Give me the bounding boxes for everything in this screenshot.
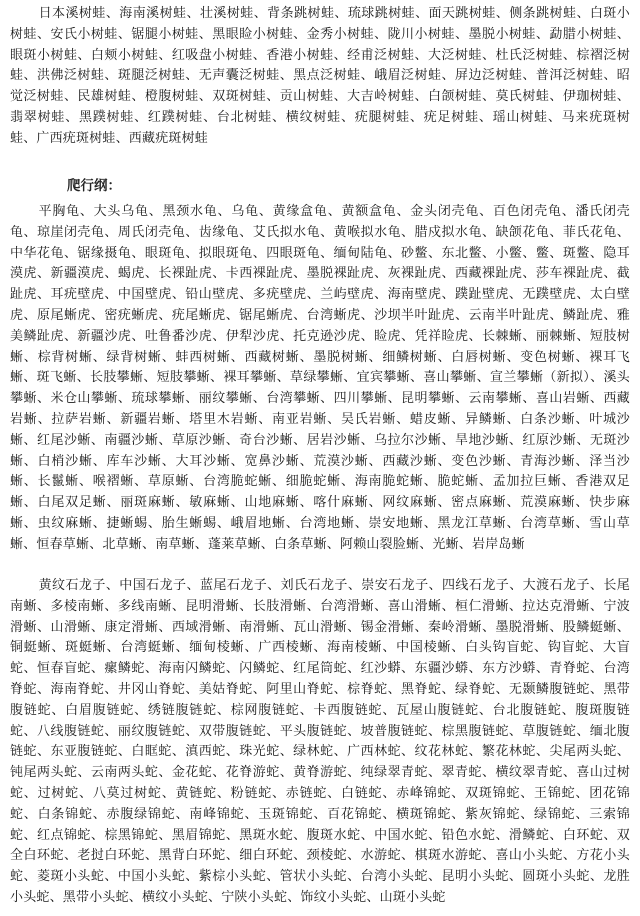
- skink-snake-species-paragraph: 黄纹石龙子、中国石龙子、蓝尾石龙子、刘氏石龙子、崇安石龙子、四线石龙子、大渡石龙子、长尾南蜥、多棱南蜥、多线南蜥、昆明滑蜥、长肢滑蜥、台湾滑蜥、喜山滑蜥、桓仁滑蜥、拉达克滑蜥、宁波滑蜥、山滑蜥、康定滑蜥、西域滑蜥、南滑蜥、瓦山滑蜥、锡金滑蜥、秦岭滑蜥、墨脱滑蜥、股鳞蜓蜥、铜蜓蜥、斑蜓蜥、台湾蜓蜥、缅甸棱蜥、广西棱蜥、海南棱蜥、中国棱蜥、白头钩盲蛇、钩盲蛇、大盲蛇、恒春盲蛇、瘰鳞蛇、海南闪鳞蛇、闪鳞蛇、红尾筒蛇、红沙蟒、东疆沙蟒、东方沙蟒、青脊蛇、台湾脊蛇、海南脊蛇、井冈山脊蛇、美姑脊蛇、阿里山脊蛇、棕脊蛇、黑脊蛇、绿脊蛇、无颞鳞腹链蛇、黑带腹链蛇、白眉腹链蛇、绣链腹链蛇、棕网腹链蛇、卡西腹链蛇、瓦屋山腹链蛇、台北腹链蛇、腹斑腹链蛇、八线腹链蛇、丽纹腹链蛇、双带腹链蛇、平头腹链蛇、坡普腹链蛇、棕黑腹链蛇、草腹链蛇、缅北腹链蛇、东亚腹链蛇、白眶蛇、滇西蛇、珠光蛇、绿林蛇、广西林蛇、纹花林蛇、繁花林蛇、尖尾两头蛇、钝尾两头蛇、云南两头蛇、金花蛇、花脊游蛇、黄脊游蛇、纯绿翠青蛇、翠青蛇、横纹翠青蛇、喜山过树蛇、过树蛇、八莫过树蛇、黄链蛇、粉链蛇、赤链蛇、白链蛇、赤峰锦蛇、双斑锦蛇、王锦蛇、团花锦蛇、白条锦蛇、赤腹绿锦蛇、南峰锦蛇、玉斑锦蛇、百花锦蛇、横斑锦蛇、紫灰锦蛇、绿锦蛇、三索锦蛇、红点锦蛇、棕黑锦蛇、黑眉锦蛇、黑斑水蛇、腹斑水蛇、中国水蛇、铅色水蛇、滑鳞蛇、白环蛇、双全白环蛇、老挝白环蛇、黑背白环蛇、细白环蛇、颈棱蛇、水游蛇、棋斑水游蛇、喜山小头蛇、方花小头蛇、菱斑小头蛇、中国小头蛇、紫棕小头蛇、管状小头蛇、台湾小头蛇、昆明小头蛇、圆斑小头蛇、龙胜小头蛇、黑带小头蛇、横纹小头蛇、宁陕小头蛇、饰纹小头蛇、山斑小头蛇: [10, 578, 630, 905]
- reptiles-heading: 爬行纲：: [67, 178, 121, 194]
- turtle-lizard-species-paragraph: 平胸龟、大头乌龟、黑颈水龟、乌龟、黄缘盒龟、黄额盒龟、金头闭壳龟、百色闭壳龟、潘氏闭壳龟、琼崖闭壳龟、周氏闭壳龟、齿缘龟、艾氏拟水龟、黄喉拟水龟、腊戍拟水龟、缺颌花龟、菲氏花龟、中华花龟、锯缘摄龟、眼斑龟、拟眼斑龟、四眼斑龟、缅甸陆龟、砂鳖、东北鳖、小鳖、鳖、斑鳖、隐耳漠虎、新疆漠虎、蝎虎、长裸趾虎、卡西裸趾虎、墨脱裸趾虎、灰裸趾虎、西藏裸趾虎、莎车裸趾虎、截趾虎、耳疣壁虎、中国壁虎、铅山壁虎、多疣壁虎、兰屿壁虎、海南壁虎、蹼趾壁虎、无蹼壁虎、太白壁虎、原尾蜥虎、密疣蜥虎、疣尾蜥虎、锯尾蜥虎、台湾蜥虎、沙坝半叶趾虎、云南半叶趾虎、鳞趾虎、雅美鳞趾虎、新疆沙虎、吐鲁番沙虎、伊犁沙虎、托克逊沙虎、睑虎、凭祥睑虎、长棘蜥、丽棘蜥、短肢树蜥、棕背树蜥、绿背树蜥、蚌西树蜥、西藏树蜥、墨脱树蜥、细鳞树蜥、白唇树蜥、变色树蜥、裸耳飞蜥、斑飞蜥、长肢攀蜥、短肢攀蜥、裸耳攀蜥、草绿攀蜥、宜宾攀蜥、喜山攀蜥、宣兰攀蜥（新拟）、溪头攀蜥、米仓山攀蜥、琉球攀蜥、丽纹攀蜥、台湾攀蜥、四川攀蜥、昆明攀蜥、云南攀蜥、喜山岩蜥、西藏岩蜥、拉萨岩蜥、新疆岩蜥、塔里木岩蜥、南亚岩蜥、吴氏岩蜥、蜡皮蜥、异鳞蜥、白条沙蜥、叶城沙蜥、红尾沙蜥、南疆沙蜥、草原沙蜥、奇台沙蜥、居岩沙蜥、乌拉尔沙蜥、旱地沙蜥、红原沙蜥、无斑沙蜥、白梢沙蜥、库车沙蜥、大耳沙蜥、宽鼻沙蜥、荒漠沙蜥、西藏沙蜥、变色沙蜥、青海沙蜥、泽当沙蜥、长鬣蜥、喉褶蜥、草原蜥、台湾脆蛇蜥、细脆蛇蜥、海南脆蛇蜥、脆蛇蜥、孟加拉巨蜥、香港双足蜥、白尾双足蜥、丽斑麻蜥、敏麻蜥、山地麻蜥、喀什麻蜥、网纹麻蜥、密点麻蜥、荒漠麻蜥、快步麻蜥、虫纹麻蜥、捷蜥蜴、胎生蜥蜴、峨眉地蜥、台湾地蜥、崇安地蜥、黑龙江草蜥、台湾草蜥、雪山草蜥、恒春草蜥、北草蜥、南草蜥、蓬莱草蜥、白条草蜥、阿赖山裂脸蜥、光蜥、岩岸岛蜥: [10, 204, 630, 552]
- frog-species-paragraph: 日本溪树蛙、海南溪树蛙、壮溪树蛙、背条跳树蛙、琉球跳树蛙、面天跳树蛙、侧条跳树蛙、白斑小树蛙、安氏小树蛙、锯腿小树蛙、黑眼睑小树蛙、金秀小树蛙、陇川小树蛙、墨脱小树蛙、勐腊小树蛙、眼斑小树蛙、白颊小树蛙、红吸盘小树蛙、香港小树蛙、经甫泛树蛙、大泛树蛙、杜氏泛树蛙、棕褶泛树蛙、洪佛泛树蛙、斑腿泛树蛙、无声囊泛树蛙、黑点泛树蛙、峨眉泛树蛙、屏边泛树蛙、普洱泛树蛙、昭觉泛树蛙、民雄树蛙、橙腹树蛙、双斑树蛙、贡山树蛙、大吉岭树蛙、白颌树蛙、莫氏树蛙、伊珈树蛙、翡翠树蛙、黑蹼树蛙、红蹼树蛙、台北树蛙、横纹树蛙、疣腿树蛙、疣足树蛙、瑶山树蛙、马来疣斑树蛙、广西疣斑树蛙、西藏疣斑树蛙: [10, 6, 630, 146]
